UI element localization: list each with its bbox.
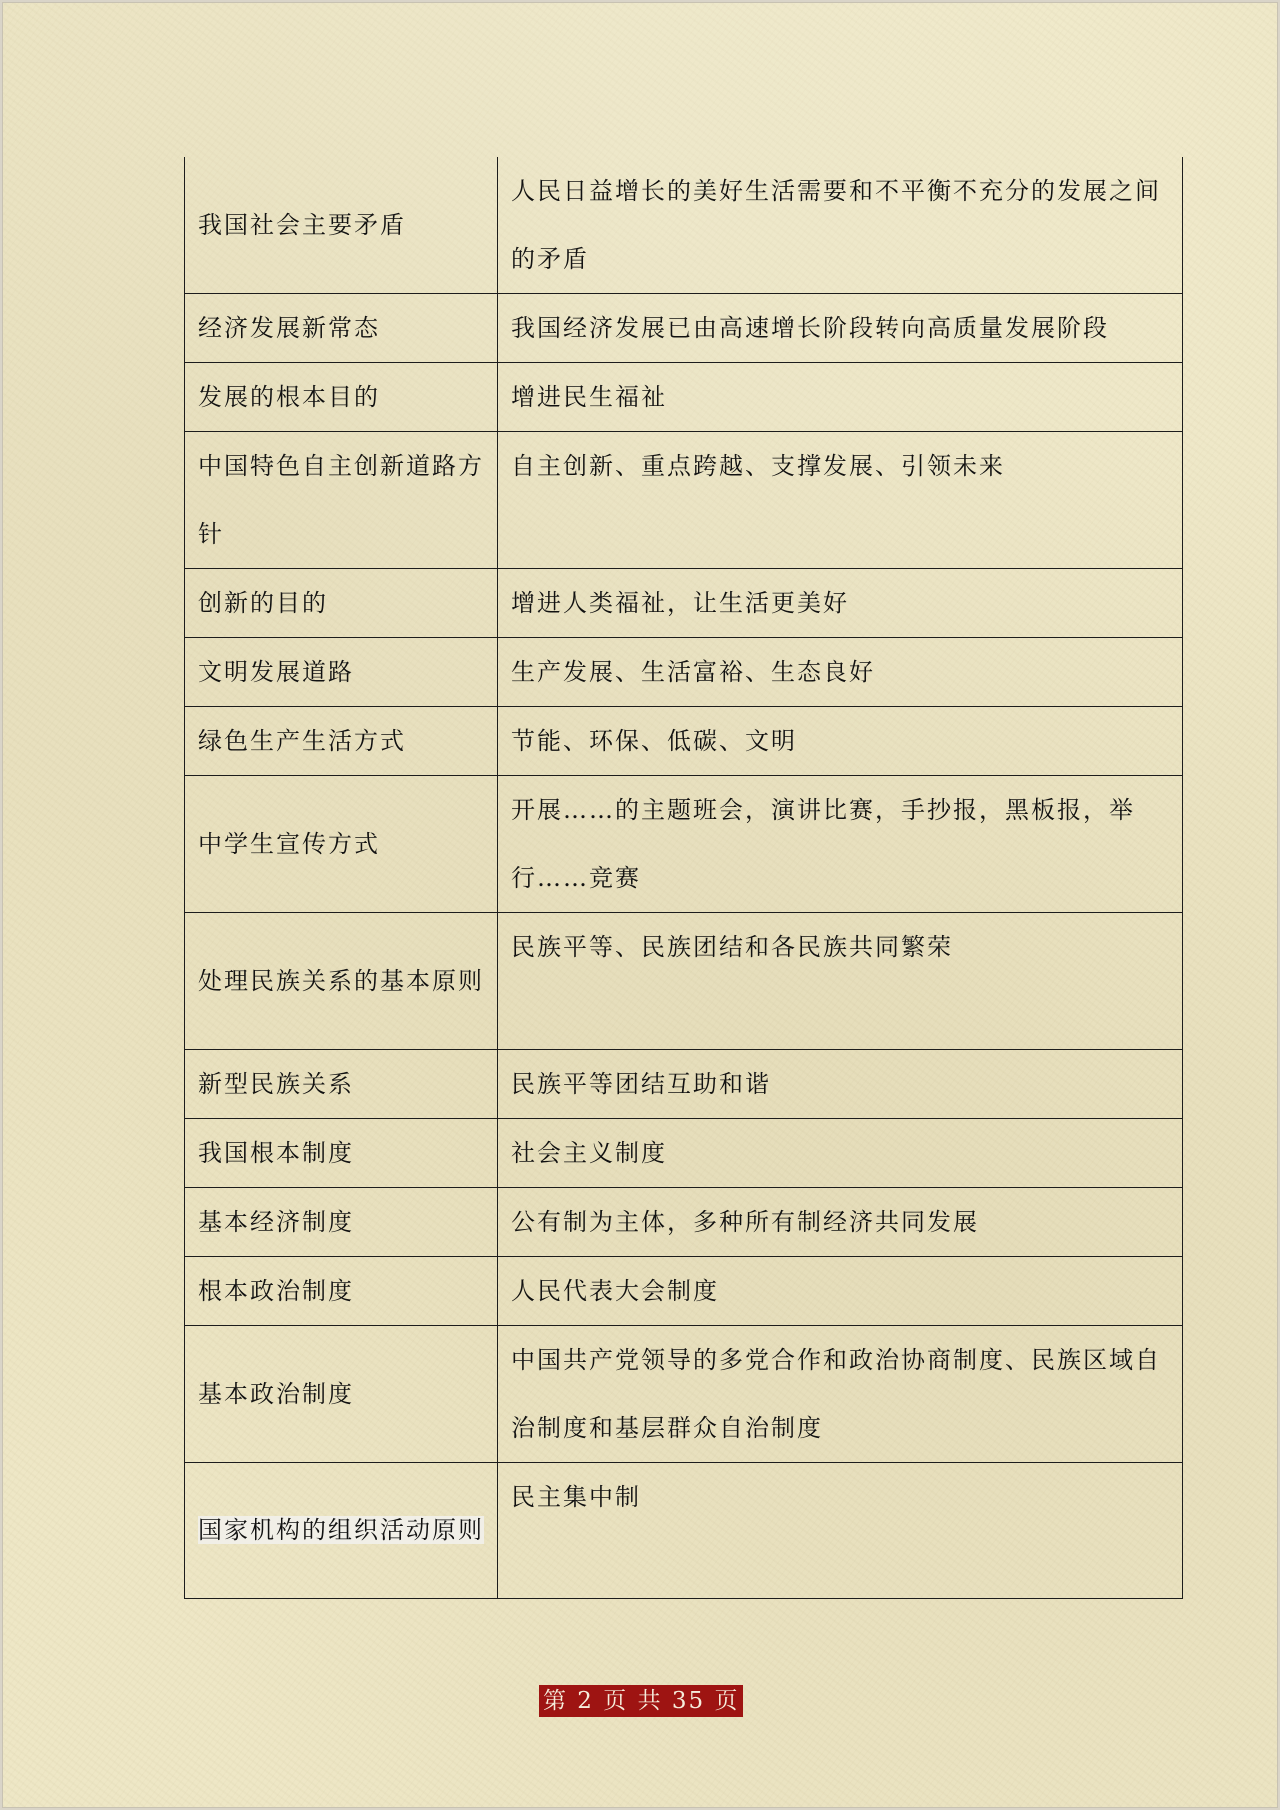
table-row	[185, 1325, 1183, 1462]
table-row	[185, 913, 1183, 1050]
term-cell: 基本政治制度	[185, 1325, 498, 1462]
meaning-cell: 我国经济发展已由高速增长阶段转向高质量发展阶段	[498, 294, 1183, 363]
table-row	[185, 294, 1183, 363]
term-cell: 处理民族关系的基本原则	[185, 913, 498, 1050]
term-cell: 我国根本制度	[185, 1118, 498, 1187]
term-cell: 我国社会主要矛盾	[185, 157, 498, 294]
meaning-cell: 民族平等、民族团结和各民族共同繁荣	[498, 913, 1183, 1050]
meaning-cell: 民族平等团结互助和谐	[498, 1049, 1183, 1118]
term-cell: 新型民族关系	[185, 1049, 498, 1118]
meaning-cell: 自主创新、重点跨越、支撑发展、引领未来	[498, 432, 1183, 569]
table-row	[185, 1462, 1183, 1599]
meaning-cell: 公有制为主体，多种所有制经济共同发展	[498, 1187, 1183, 1256]
table-row	[185, 1049, 1183, 1118]
table-row	[185, 776, 1183, 913]
meaning-cell: 生产发展、生活富裕、生态良好	[498, 638, 1183, 707]
table-row	[185, 638, 1183, 707]
highlighted-term: 国家机构的组织活动原则	[198, 1516, 484, 1545]
term-cell: 根本政治制度	[185, 1256, 498, 1325]
terms-table	[184, 157, 1183, 1599]
term-cell: 中国特色自主创新道路方针	[185, 432, 498, 569]
meaning-cell: 人民代表大会制度	[498, 1256, 1183, 1325]
table-row	[185, 707, 1183, 776]
term-cell	[185, 1462, 498, 1599]
term-cell: 中学生宣传方式	[185, 776, 498, 913]
term-cell: 文明发展道路	[185, 638, 498, 707]
term-cell: 基本经济制度	[185, 1187, 498, 1256]
meaning-cell: 增进人类福祉，让生活更美好	[498, 569, 1183, 638]
term-cell: 发展的根本目的	[185, 363, 498, 432]
table-row	[185, 1187, 1183, 1256]
meaning-cell: 增进民生福祉	[498, 363, 1183, 432]
term-cell: 创新的目的	[185, 569, 498, 638]
meaning-cell: 中国共产党领导的多党合作和政治协商制度、民族区域自治制度和基层群众自治制度	[498, 1325, 1183, 1462]
term-cell: 绿色生产生活方式	[185, 707, 498, 776]
document-page	[2, 2, 1278, 1808]
meaning-cell: 节能、环保、低碳、文明	[498, 707, 1183, 776]
meaning-cell: 民主集中制	[498, 1462, 1183, 1599]
table-row	[185, 363, 1183, 432]
table-row	[185, 1118, 1183, 1187]
table-row	[185, 157, 1183, 294]
meaning-cell: 人民日益增长的美好生活需要和不平衡不充分的发展之间的矛盾	[498, 157, 1183, 294]
page-number-label: 第 2 页 共 35 页	[539, 1685, 743, 1717]
term-cell: 经济发展新常态	[185, 294, 498, 363]
table-row	[185, 432, 1183, 569]
table-row	[185, 1256, 1183, 1325]
table-row	[185, 569, 1183, 638]
meaning-cell: 开展……的主题班会，演讲比赛，手抄报，黑板报，举行……竞赛	[498, 776, 1183, 913]
meaning-cell: 社会主义制度	[498, 1118, 1183, 1187]
